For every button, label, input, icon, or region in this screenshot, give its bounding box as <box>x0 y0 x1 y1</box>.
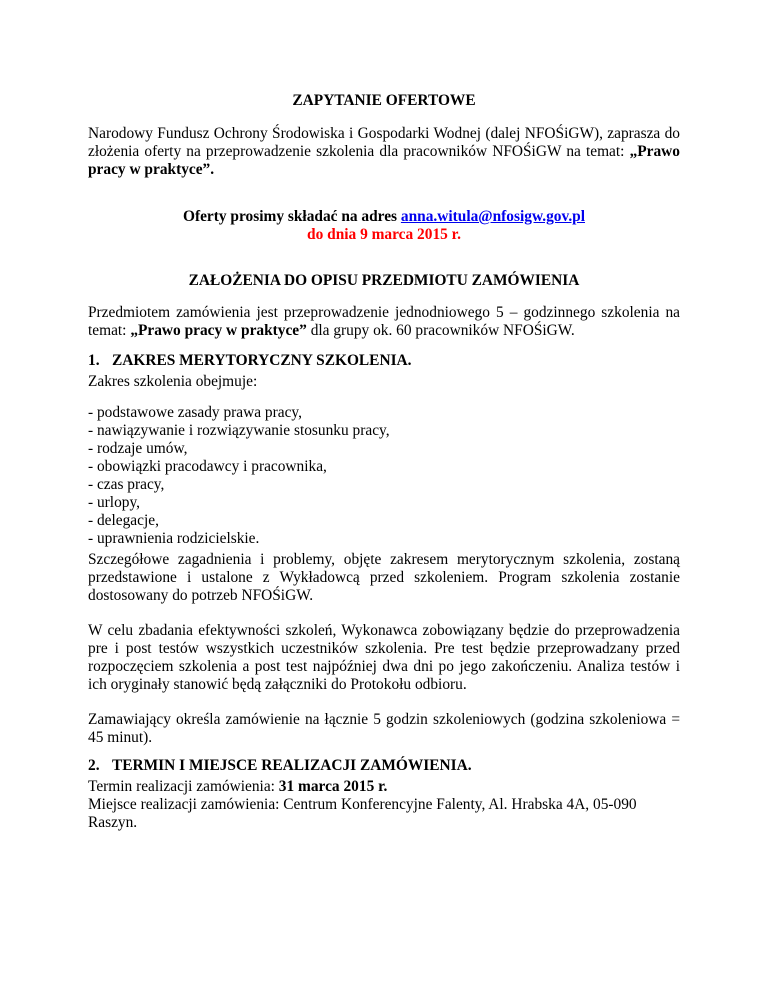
scope-lead: Zakres szkolenia obejmuje: <box>88 373 258 390</box>
offer-line <box>88 208 680 226</box>
offer-deadline: do dnia 9 marca 2015 r. <box>307 226 461 243</box>
section-2-number: 2. <box>88 757 100 774</box>
scope-list-item: - czas pracy, <box>88 476 165 493</box>
section-1-number: 1. <box>88 352 100 369</box>
intro-topic: „Prawo pracy w praktyce”. <box>88 143 680 178</box>
term-value: 31 marca 2015 r. <box>278 778 388 795</box>
section-1-title: ZAKRES MERYTORYCZNY SZKOLENIA. <box>112 352 412 369</box>
offer-prefix: Oferty prosimy składać na adres <box>183 208 401 225</box>
document-title: ZAPYTANIE OFERTOWE <box>292 92 476 109</box>
section-2-title: TERMIN I MIEJSCE REALIZACJI ZAMÓWIENIA. <box>112 757 472 774</box>
subject-paragraph <box>88 304 680 340</box>
scope-list-item: - rodzaje umów, <box>88 440 188 457</box>
place-paragraph: Miejsce realizacji zamówienia: Centrum Konferencyjne Falenty, Al. Hrabska 4A, 05-090 Raszyn. <box>88 796 637 831</box>
tests-paragraph: W celu zbadania efektywności szkoleń, Wykonawca zobowiązany będzie do przeprowadzenia pre i post testów wszystkich uczestników szkolenia. Pre test będzie przeprowadzany przed rozpoczęciem szkolenia a post test najpóźniej dwa dni po jego zakończeniu. Analiza testów i ich oryginały stanowić będą załączniki do Protokołu odbioru. <box>88 622 680 693</box>
scope-list-item: - delegacje, <box>88 512 159 529</box>
intro-text: Narodowy Fundusz Ochrony Środowiska i Gospodarki Wodnej (dalej NFOŚiGW), zaprasza do złożenia oferty na przeprowadzenie szkolenia dla pracowników NFOŚiGW na temat: <box>88 125 680 160</box>
details-paragraph: Szczegółowe zagadnienia i problemy, objęte zakresem merytorycznym szkolenia, zostaną przedstawione i ustalone z Wykładowcą przed szkoleniem. Program szkolenia zostanie dostosowany do potrzeb NFOŚiGW. <box>88 551 680 604</box>
scope-list-item: - podstawowe zasady prawa pracy, <box>88 404 302 421</box>
section-2-heading <box>88 757 680 775</box>
section-heading: ZAŁOŻENIA DO OPISU PRZEDMIOTU ZAMÓWIENIA <box>188 272 580 289</box>
scope-list-item: - urlopy, <box>88 494 141 511</box>
scope-list-item: - obowiązki pracodawcy i pracownika, <box>88 458 327 475</box>
term-line <box>88 778 680 796</box>
term-label: Termin realizacji zamówienia: <box>88 778 279 795</box>
scope-list-item: - uprawnienia rodzicielskie. <box>88 530 260 547</box>
offer-email-link[interactable]: anna.witula@nfosigw.gov.pl <box>400 208 585 225</box>
subject-topic: „Prawo pracy w praktyce” <box>130 322 307 339</box>
section-1-heading <box>88 352 680 370</box>
intro-paragraph <box>88 125 680 179</box>
scope-list-item: - nawiązywanie i rozwiązywanie stosunku pracy, <box>88 422 390 439</box>
hours-paragraph: Zamawiający określa zamówienie na łącznie 5 godzin szkoleniowych (godzina szkoleniowa = 45 minut). <box>88 711 680 746</box>
subject-text: Przedmiotem zamówienia jest przeprowadzenie jednodniowego 5 – godzinnego szkolenia na temat: <box>88 304 680 339</box>
scope-list <box>88 404 680 548</box>
subject-group: dla grupy ok. 60 pracowników NFOŚiGW. <box>306 322 575 339</box>
